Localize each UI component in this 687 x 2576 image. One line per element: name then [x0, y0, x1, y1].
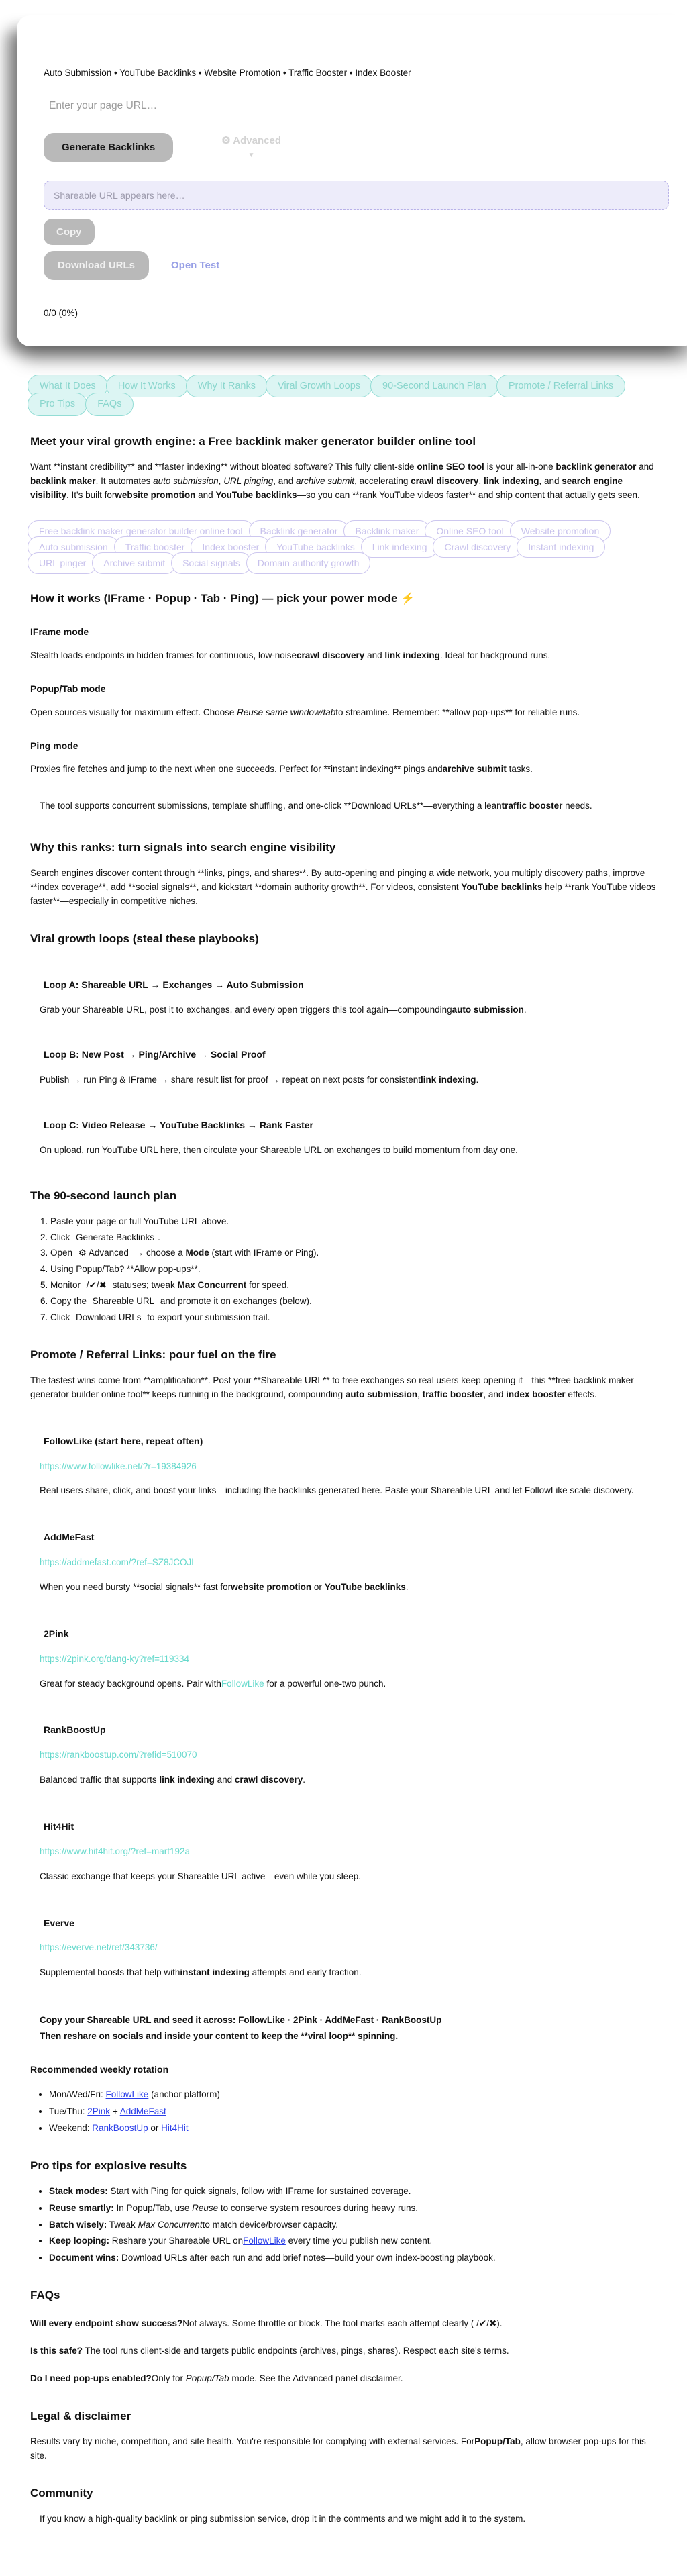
- text-segment: Monitor: [50, 1280, 83, 1291]
- text-segment: Open sources visually for maximum effect. Choose: [30, 707, 237, 717]
- text-segment: (start with IFrame or Ping).: [209, 1248, 319, 1258]
- text-segment: search engine visibility: [30, 475, 623, 500]
- faq-item: [30, 2372, 657, 2386]
- text-segment: Proxies fire fetches and jump to the next when one succeeds. Perfect for **instant indexing** pings and: [30, 764, 443, 775]
- text-segment: The fastest wins come from **amplification**. Post your **Shareable URL** to free exchanges so real users keep opening it—this **free backlink maker generator builder online tool** keeps running in the background, compounding: [30, 1375, 634, 1399]
- keyword-pills: [30, 520, 657, 568]
- keyword-pill: URL pinger: [28, 552, 97, 574]
- platform-referral-link[interactable]: https://everve.net/ref/343736/: [40, 1942, 158, 1953]
- keyword-pill: Archive submit: [92, 552, 176, 574]
- text-segment: and promote it on exchanges (below).: [158, 1296, 312, 1307]
- chevron-down-icon: ▼: [248, 152, 255, 160]
- text-segment: Max Concurrent: [177, 1280, 247, 1291]
- text-segment: Publish → run Ping & IFrame → share result list for proof → repeat on next posts for consistent: [40, 1075, 421, 1085]
- text-segment: ·: [317, 2015, 325, 2026]
- loop-c-paragraph: [40, 1144, 657, 1158]
- text-segment: Will every endpoint show success?: [30, 2318, 183, 2329]
- text-segment: auto submission: [452, 1004, 524, 1015]
- nav-chip-how-it-works[interactable]: How It Works: [106, 375, 188, 398]
- platform-referral-link[interactable]: https://www.hit4hit.org/?ref=mart192a: [40, 1846, 190, 1856]
- text-segment: /✔/✖: [86, 1280, 107, 1291]
- community-heading: Community: [30, 2486, 93, 2499]
- text-segment: to conserve system resources during heavy runs.: [218, 2202, 419, 2213]
- shareable-url-input[interactable]: [44, 181, 669, 210]
- loop-c-heading: Loop C: Video Release → YouTube Backlinks → Rank Faster: [44, 1120, 313, 1131]
- text-segment: or: [148, 2122, 162, 2133]
- text-segment: Only for: [151, 2373, 186, 2384]
- text-segment: , and: [539, 475, 562, 486]
- text-segment: ,: [218, 475, 224, 486]
- generate-row: [44, 133, 669, 162]
- text-segment: .: [158, 1232, 160, 1242]
- text-segment: ,: [478, 475, 484, 486]
- text-segment: link indexing: [159, 1775, 215, 1785]
- keyword-pill: Backlink generator: [249, 520, 350, 542]
- legal-heading: Legal & disclaimer: [30, 2410, 131, 2423]
- copy-row: [44, 210, 669, 245]
- text-segment: Reuse: [192, 2202, 219, 2213]
- platform-card-hit4hit: [40, 1820, 657, 1884]
- text-segment: Grab your Shareable URL, post it to exchanges, and every open triggers this tool again—compounding: [40, 1004, 452, 1015]
- keyword-pill: YouTube backlinks: [265, 536, 366, 558]
- list-item: [49, 2185, 657, 2199]
- text-segment: YouTube backlinks: [461, 882, 543, 893]
- popup-tab-mode-heading: Popup/Tab mode: [30, 683, 106, 695]
- text-segment: to match device/browser capacity.: [202, 2219, 338, 2230]
- inline-link[interactable]: AddMeFast: [119, 2106, 166, 2116]
- text-segment: website promotion: [231, 1582, 312, 1593]
- text-segment: Is this safe?: [30, 2346, 83, 2357]
- text-segment: . It's built for: [66, 489, 115, 500]
- text-segment: , accelerating: [354, 475, 411, 486]
- text-segment: traffic booster: [422, 1389, 484, 1399]
- text-segment: Copy the: [50, 1296, 89, 1307]
- text-segment: → choose a: [131, 1248, 186, 1258]
- seed-cta: [40, 2012, 657, 2044]
- inline-link[interactable]: RankBoostUp: [92, 2122, 148, 2133]
- text-segment: and: [195, 489, 216, 500]
- inline-link[interactable]: RankBoostUp: [382, 2015, 442, 2026]
- rotation-list: [30, 2088, 657, 2136]
- text-segment: Stack modes:: [49, 2185, 108, 2196]
- text-segment: for a powerful one-two punch.: [264, 1678, 386, 1689]
- loop-a-card: [40, 978, 657, 1018]
- text-segment: Download URLs after each run and add brief notes—build your own index-boosting playbook.: [119, 2252, 496, 2263]
- text-segment: Results vary by niche, competition, and site health. You're responsible for complying with external services. For: [30, 2436, 475, 2446]
- text-segment: to streamline. Remember: **allow pop-ups** for reliable runs.: [335, 707, 580, 717]
- text-segment: ⚙ Advanced: [78, 1248, 129, 1258]
- nav-chip-what-it-does[interactable]: What It Does: [28, 375, 108, 398]
- text-segment: YouTube backlinks: [215, 489, 297, 500]
- text-segment: link indexing: [421, 1075, 476, 1085]
- text-segment: Open: [50, 1248, 75, 1258]
- keyword-pill: Free backlink maker generator builder online tool: [28, 520, 254, 542]
- text-segment: and: [214, 1775, 235, 1785]
- list-item: [49, 2201, 657, 2216]
- inline-link[interactable]: Hit4Hit: [161, 2122, 189, 2133]
- text-segment: statuses; tweak: [109, 1280, 178, 1291]
- text-segment: Supplemental boosts that help with: [40, 1967, 180, 1978]
- text-segment: Document wins:: [49, 2252, 119, 2263]
- text-segment: Not always. Some throttle or block. The tool marks each attempt clearly ( /✔/✖).: [182, 2318, 503, 2329]
- text-segment: to export your submission trail.: [144, 1312, 270, 1323]
- page-url-input[interactable]: [48, 99, 480, 113]
- text-segment: and: [364, 650, 385, 661]
- iframe-mode-paragraph: [30, 649, 657, 663]
- faqs-heading: FAQs: [30, 2289, 60, 2302]
- platform-referral-link[interactable]: https://rankboostup.com/?refid=510070: [40, 1750, 197, 1761]
- text-segment: If you know a high-quality backlink or ping submission service, drop it in the comments and we might add it to the system.: [40, 2513, 526, 2524]
- keyword-pill: Instant indexing: [517, 536, 605, 558]
- community-paragraph: [40, 2512, 657, 2526]
- ping-mode-paragraph: [30, 762, 657, 777]
- platform-card-followlike: [40, 1434, 657, 1499]
- text-segment: Great for steady background opens. Pair with: [40, 1678, 221, 1689]
- text-segment: backlink maker: [30, 475, 96, 486]
- promote-heading: Promote / Referral Links: pour fuel on the fire: [30, 1348, 276, 1362]
- text-segment: Balanced traffic that supports: [40, 1775, 160, 1785]
- platform-card-2pink: [40, 1627, 657, 1691]
- text-segment: On upload, run YouTube URL here, then circulate your Shareable URL on exchanges to build momentum from day one.: [40, 1144, 518, 1155]
- text-segment: Want **instant credibility** and **faster indexing** without bloated software? This fully client-side: [30, 461, 417, 472]
- text-segment: archive submit: [296, 475, 355, 486]
- viral-loops-heading: Viral growth loops (steal these playbooks): [30, 932, 259, 945]
- text-segment: Max Concurrent: [138, 2219, 203, 2230]
- list-item: [50, 1311, 657, 1325]
- text-segment: index booster: [506, 1389, 566, 1399]
- nav-chip-pro-tips[interactable]: Pro Tips: [28, 393, 87, 416]
- text-segment: Tweak: [107, 2219, 138, 2230]
- section-nav-chips: [30, 375, 657, 411]
- text-segment: The tool supports concurrent submissions, template shuffling, and one-click **Download URLs**—everything a lean: [40, 801, 502, 811]
- promote-paragraph: [30, 1374, 657, 1402]
- inline-link[interactable]: 2Pink: [293, 2015, 317, 2026]
- platform-card-rankboostup: [40, 1723, 657, 1787]
- text-segment: online SEO tool: [417, 461, 484, 472]
- pro-tips-heading: Pro tips for explosive results: [30, 2159, 187, 2172]
- faq-item: [30, 2344, 657, 2359]
- nav-chip-promote[interactable]: Promote / Referral Links: [496, 375, 625, 398]
- text-segment: ·: [374, 2015, 382, 2026]
- text-segment: Generate Backlinks: [76, 1232, 155, 1242]
- keyword-pill: Social signals: [171, 552, 252, 574]
- text-segment: Search engines discover content through **links, pings, and shares**. By auto-opening and pinging a wide network, you multiply discovery paths, improve **index coverage**, add **social signals**, and kickstart **domain authority growth**. For videos, consistent: [30, 868, 645, 893]
- text-segment: The tool runs client-side and targets public endpoints (archives, pings, shares). Respect each site's terms.: [83, 2346, 509, 2357]
- iframe-mode-heading: IFrame mode: [30, 626, 89, 638]
- download-row: [44, 251, 669, 280]
- inline-link[interactable]: 2Pink: [87, 2106, 111, 2116]
- keyword-pill: Crawl discovery: [433, 536, 522, 558]
- text-segment: effects.: [565, 1389, 597, 1399]
- platform-description: [40, 1966, 657, 1980]
- nav-chip-faqs[interactable]: FAQs: [85, 393, 134, 416]
- platform-description: [40, 1870, 657, 1884]
- platform-name: FollowLike (start here, repeat often): [44, 1435, 203, 1446]
- text-segment: Tue/Thu:: [49, 2106, 88, 2116]
- generator-card: [17, 15, 687, 346]
- loop-b-heading: Loop B: New Post → Ping/Archive → Social Proof: [44, 1049, 266, 1060]
- text-segment: ·: [284, 2015, 293, 2026]
- text-segment: Click: [50, 1232, 72, 1242]
- pro-tips-list: [30, 2185, 657, 2266]
- list-item: [50, 1295, 657, 1309]
- nav-chip-launch-plan[interactable]: 90-Second Launch Plan: [370, 375, 498, 398]
- seed-line-1: [40, 2012, 657, 2028]
- text-segment: In Popup/Tab, use: [113, 2202, 193, 2213]
- loop-b-card: [40, 1048, 657, 1087]
- list-item: [50, 1215, 657, 1229]
- progress-counter: 0/0 (0%): [44, 307, 78, 318]
- advanced-label: ⚙ Advanced: [221, 134, 281, 146]
- list-item: [49, 2218, 657, 2232]
- text-segment: Popup/Tab: [185, 2373, 229, 2384]
- text-segment: tasks.: [506, 764, 533, 775]
- text-segment: YouTube backlinks: [324, 1582, 406, 1593]
- loop-a-heading: Loop A: Shareable URL → Exchanges → Auto Submission: [44, 979, 304, 990]
- launch-plan-heading: The 90-second launch plan: [30, 1189, 177, 1202]
- list-item: [49, 2234, 657, 2248]
- text-segment: needs.: [562, 801, 592, 811]
- tool-callout: [40, 799, 657, 813]
- nav-chip-why-it-ranks[interactable]: Why It Ranks: [186, 375, 268, 398]
- text-segment: instant indexing: [180, 1967, 250, 1978]
- text-segment: attempts and early traction.: [249, 1967, 362, 1978]
- text-segment: Then reshare on socials and inside your content to keep the **viral loop** spinning.: [40, 2030, 399, 2041]
- list-item: [50, 1262, 657, 1277]
- text-segment: , and: [483, 1389, 507, 1399]
- text-segment: Stealth loads endpoints in hidden frames for continuous, low-noise: [30, 650, 297, 661]
- text-segment: Using Popup/Tab? **Allow pop-ups**.: [50, 1264, 201, 1275]
- text-segment: Copy your Shareable URL and seed it across:: [40, 2015, 239, 2026]
- text-segment: archive submit: [442, 764, 507, 775]
- inline-link[interactable]: FollowLike: [105, 2089, 149, 2099]
- text-segment: . It automates: [95, 475, 154, 486]
- text-segment: backlink generator: [556, 461, 637, 472]
- text-segment: every time you publish new content.: [285, 2236, 433, 2246]
- text-segment: Popup/Tab: [474, 2436, 521, 2446]
- text-segment: is your all-in-one: [484, 461, 556, 472]
- loop-c-card: [40, 1118, 657, 1158]
- copy-button[interactable]: Copy: [44, 219, 95, 245]
- platform-description: [40, 1484, 657, 1498]
- keyword-pill: Domain authority growth: [246, 552, 371, 574]
- text-segment: help **rank YouTube videos faster**—especially in competitive niches.: [30, 882, 656, 907]
- keyword-pill: Link indexing: [361, 536, 439, 558]
- text-segment: crawl discovery: [297, 650, 365, 661]
- text-segment: and: [636, 461, 654, 472]
- text-segment: Classic exchange that keeps your Shareable URL active—even while you sleep.: [40, 1871, 362, 1881]
- text-segment: +: [110, 2106, 120, 2116]
- inline-link[interactable]: FollowLike: [238, 2015, 285, 2026]
- legal-paragraph: [30, 2435, 657, 2463]
- text-segment: crawl discovery: [234, 1775, 303, 1785]
- list-item: [50, 1231, 657, 1245]
- platform-referral-link[interactable]: https://2pink.org/dang-ky?ref=119334: [40, 1653, 190, 1664]
- text-segment: or: [311, 1582, 325, 1593]
- text-segment: auto submission: [153, 475, 219, 486]
- platform-referral-link[interactable]: https://addmefast.com/?ref=SZ8JCOJL: [40, 1557, 197, 1568]
- text-segment: link indexing: [384, 650, 440, 661]
- text-segment: Download URLs: [76, 1312, 142, 1323]
- loop-a-paragraph: [40, 1003, 657, 1018]
- inline-link[interactable]: AddMeFast: [325, 2015, 374, 2026]
- text-segment: . Ideal for background runs.: [439, 650, 551, 661]
- text-segment: auto submission: [345, 1389, 418, 1399]
- platform-name: Hit4Hit: [44, 1821, 74, 1832]
- list-item: [50, 1279, 657, 1293]
- keyword-pill: Auto submission: [28, 536, 119, 558]
- rotation-heading: Recommended weekly rotation: [30, 2064, 169, 2075]
- text-segment: .: [303, 1775, 305, 1785]
- list-item: [49, 2088, 657, 2102]
- nav-chip-viral-growth-loops[interactable]: Viral Growth Loops: [266, 375, 372, 398]
- keyword-pill: Backlink maker: [344, 520, 430, 542]
- meet-heading: Meet your viral growth engine: a Free backlink maker generator builder online tool: [30, 434, 476, 448]
- generate-backlinks-button[interactable]: Generate Backlinks: [44, 133, 173, 162]
- text-segment: Reshare your Shareable URL on: [109, 2236, 244, 2246]
- inline-link[interactable]: FollowLike: [221, 1678, 264, 1689]
- text-segment: Mode: [185, 1248, 209, 1258]
- text-segment: link indexing: [483, 475, 539, 486]
- platform-referral-link[interactable]: https://www.followlike.net/?r=19384926: [40, 1460, 197, 1471]
- why-ranks-paragraph: [30, 866, 657, 909]
- advanced-toggle[interactable]: [221, 133, 281, 161]
- ping-mode-heading: Ping mode: [30, 740, 78, 751]
- platform-description: [40, 1773, 657, 1787]
- text-segment: Paste your page or full YouTube URL above.: [50, 1216, 229, 1226]
- keyword-pill: Traffic booster: [114, 536, 197, 558]
- keyword-pill: Online SEO tool: [425, 520, 515, 542]
- text-segment: traffic booster: [501, 801, 563, 811]
- text-segment: Batch wisely:: [49, 2219, 107, 2230]
- text-segment: , allow browser pop-ups for this site.: [30, 2436, 646, 2461]
- text-segment: for speed.: [246, 1280, 290, 1291]
- launch-plan-list: [30, 1215, 657, 1325]
- text-segment: website promotion: [115, 489, 196, 500]
- text-segment: Click: [50, 1312, 72, 1323]
- intro-paragraph: [30, 460, 657, 503]
- seed-line-2: [40, 2028, 657, 2044]
- text-segment: , and: [273, 475, 297, 486]
- text-segment: Mon/Wed/Fri:: [49, 2089, 106, 2099]
- text-segment: .: [405, 1582, 409, 1593]
- text-segment: .: [523, 1004, 527, 1015]
- text-segment: —so you can **rank YouTube videos faster** and ship content that actually gets seen.: [297, 489, 640, 500]
- text-segment: Weekend:: [49, 2122, 93, 2133]
- text-segment: Do I need pop-ups enabled?: [30, 2373, 152, 2384]
- platform-description: [40, 1677, 657, 1691]
- list-item: [50, 1246, 657, 1260]
- download-urls-button[interactable]: Download URLs: [44, 251, 149, 280]
- hero-tagline: Auto Submission • YouTube Backlinks • Website Promotion • Traffic Booster • Index Booster: [44, 68, 411, 78]
- list-item: [49, 2105, 657, 2119]
- list-item: [49, 2251, 657, 2265]
- platform-name: RankBoostUp: [44, 1724, 106, 1736]
- text-segment: When you need bursty **social signals** fast for: [40, 1582, 231, 1593]
- text-segment: Real users share, click, and boost your links—including the backlinks generated here. Paste your Shareable URL and let FollowLike scale discovery.: [40, 1485, 634, 1496]
- text-segment: Start with Ping for quick signals, follow with IFrame for sustained coverage.: [107, 2185, 411, 2196]
- open-test-link[interactable]: Open Test: [171, 259, 220, 271]
- text-segment: URL pinging: [223, 475, 274, 486]
- faq-item: [30, 2317, 657, 2331]
- platform-name: Everve: [44, 1917, 74, 1928]
- keyword-pill: Website promotion: [510, 520, 611, 542]
- how-it-works-heading: How it works (IFrame · Popup · Tab · Ping) — pick your power mode ⚡: [30, 591, 415, 605]
- popup-tab-mode-paragraph: [30, 706, 657, 720]
- platform-card-everve: [40, 1916, 657, 1981]
- platform-name: 2Pink: [44, 1628, 69, 1639]
- loop-b-paragraph: [40, 1073, 657, 1087]
- keyword-pill: Index booster: [191, 536, 270, 558]
- text-segment: ,: [417, 1389, 423, 1399]
- list-item: [49, 2122, 657, 2136]
- platform-card-addmefast: [40, 1530, 657, 1595]
- why-ranks-heading: Why this ranks: turn signals into search engine visibility: [30, 841, 336, 854]
- text-segment: Keep looping:: [49, 2236, 109, 2246]
- text-segment: Shareable URL: [92, 1296, 155, 1307]
- text-segment: mode. See the Advanced panel disclaimer.: [229, 2373, 403, 2384]
- platform-description: [40, 1581, 657, 1595]
- platform-name: AddMeFast: [44, 1532, 95, 1543]
- text-segment: crawl discovery: [411, 475, 479, 486]
- inline-link[interactable]: FollowLike: [243, 2236, 286, 2246]
- text-segment: Reuse same window/tab: [237, 707, 336, 717]
- text-segment: .: [476, 1075, 479, 1085]
- article: [0, 375, 687, 2576]
- text-segment: Reuse smartly:: [49, 2202, 114, 2213]
- text-segment: (anchor platform): [148, 2089, 220, 2099]
